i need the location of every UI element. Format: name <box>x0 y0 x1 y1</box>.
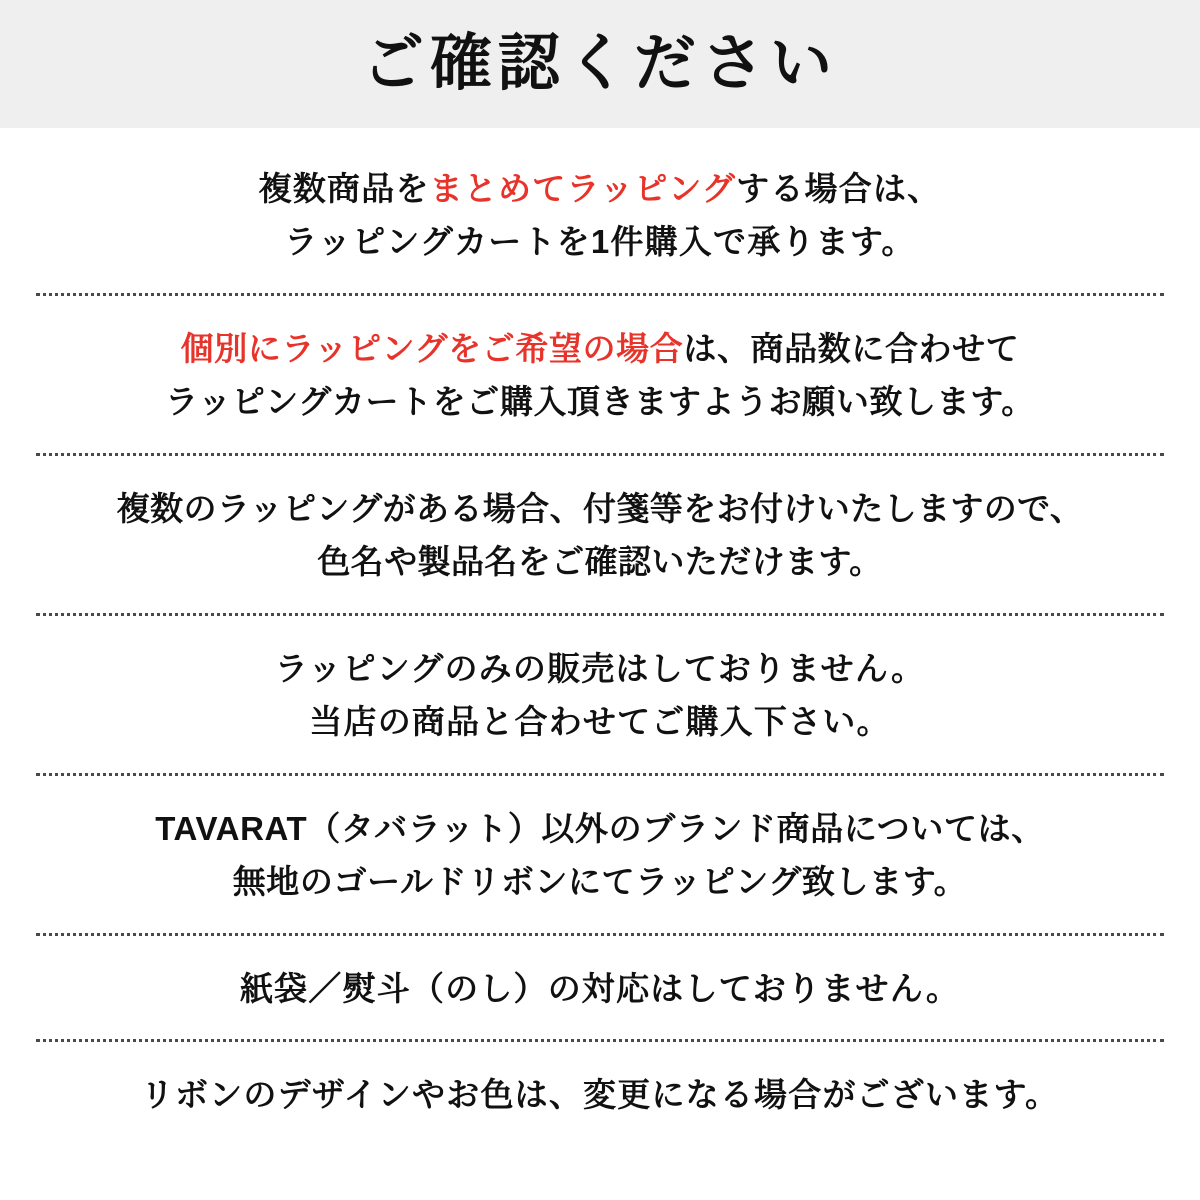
page-title: ご確認ください <box>361 29 838 98</box>
notice-line <box>36 855 1164 908</box>
notice-item <box>36 613 1164 773</box>
notice-item <box>36 128 1164 293</box>
page-header <box>0 0 1200 128</box>
notice-text: 当店の商品と合わせてご購入下さい。 <box>309 703 891 741</box>
notice-line <box>36 162 1164 215</box>
notice-item <box>36 293 1164 453</box>
notice-line <box>36 322 1164 375</box>
notice-item <box>36 933 1164 1039</box>
notice-line <box>36 695 1164 748</box>
notice-text-accent: 個別にラッピングをご希望の場合 <box>180 329 684 367</box>
notice-text: 複数商品を <box>258 170 430 207</box>
notice-item <box>36 453 1164 613</box>
notice-text: する場合は、 <box>736 170 942 207</box>
notice-item <box>36 773 1164 933</box>
notice-text: 色名や製品名をご確認いただけます。 <box>317 543 883 581</box>
notice-text: ラッピングのみの販売はしておりません。 <box>274 649 926 687</box>
notice-text: リボンのデザインやお色は、変更になる場合がございます。 <box>140 1075 1060 1113</box>
notice-line <box>36 215 1164 268</box>
notice-text-accent: まとめてラッピング <box>429 170 737 207</box>
notice-line <box>36 1068 1164 1121</box>
notice-text: 複数のラッピングがある場合、付箋等をお付けいたしますので、 <box>116 489 1084 527</box>
notice-line <box>36 802 1164 855</box>
notice-text: 紙袋／熨斗（のし）の対応はしておりません。 <box>239 969 961 1007</box>
notice-line <box>36 375 1164 428</box>
notice-text: は、商品数に合わせて <box>683 329 1020 367</box>
notice-item <box>36 1039 1164 1131</box>
notice-line <box>36 535 1164 588</box>
notice-text: TAVARAT（タバラット）以外のブランド商品については、 <box>155 809 1045 847</box>
notice-line <box>36 482 1164 535</box>
notice-text: ラッピングカートを1件購入で承ります。 <box>284 223 916 261</box>
notice-line <box>36 642 1164 695</box>
notice-text: ラッピングカートをご購入頂きますようお願い致します。 <box>165 383 1035 421</box>
notice-text: 無地のゴールドリボンにてラッピング致します。 <box>232 863 968 901</box>
notice-list <box>0 128 1200 1131</box>
notice-line <box>36 962 1164 1015</box>
